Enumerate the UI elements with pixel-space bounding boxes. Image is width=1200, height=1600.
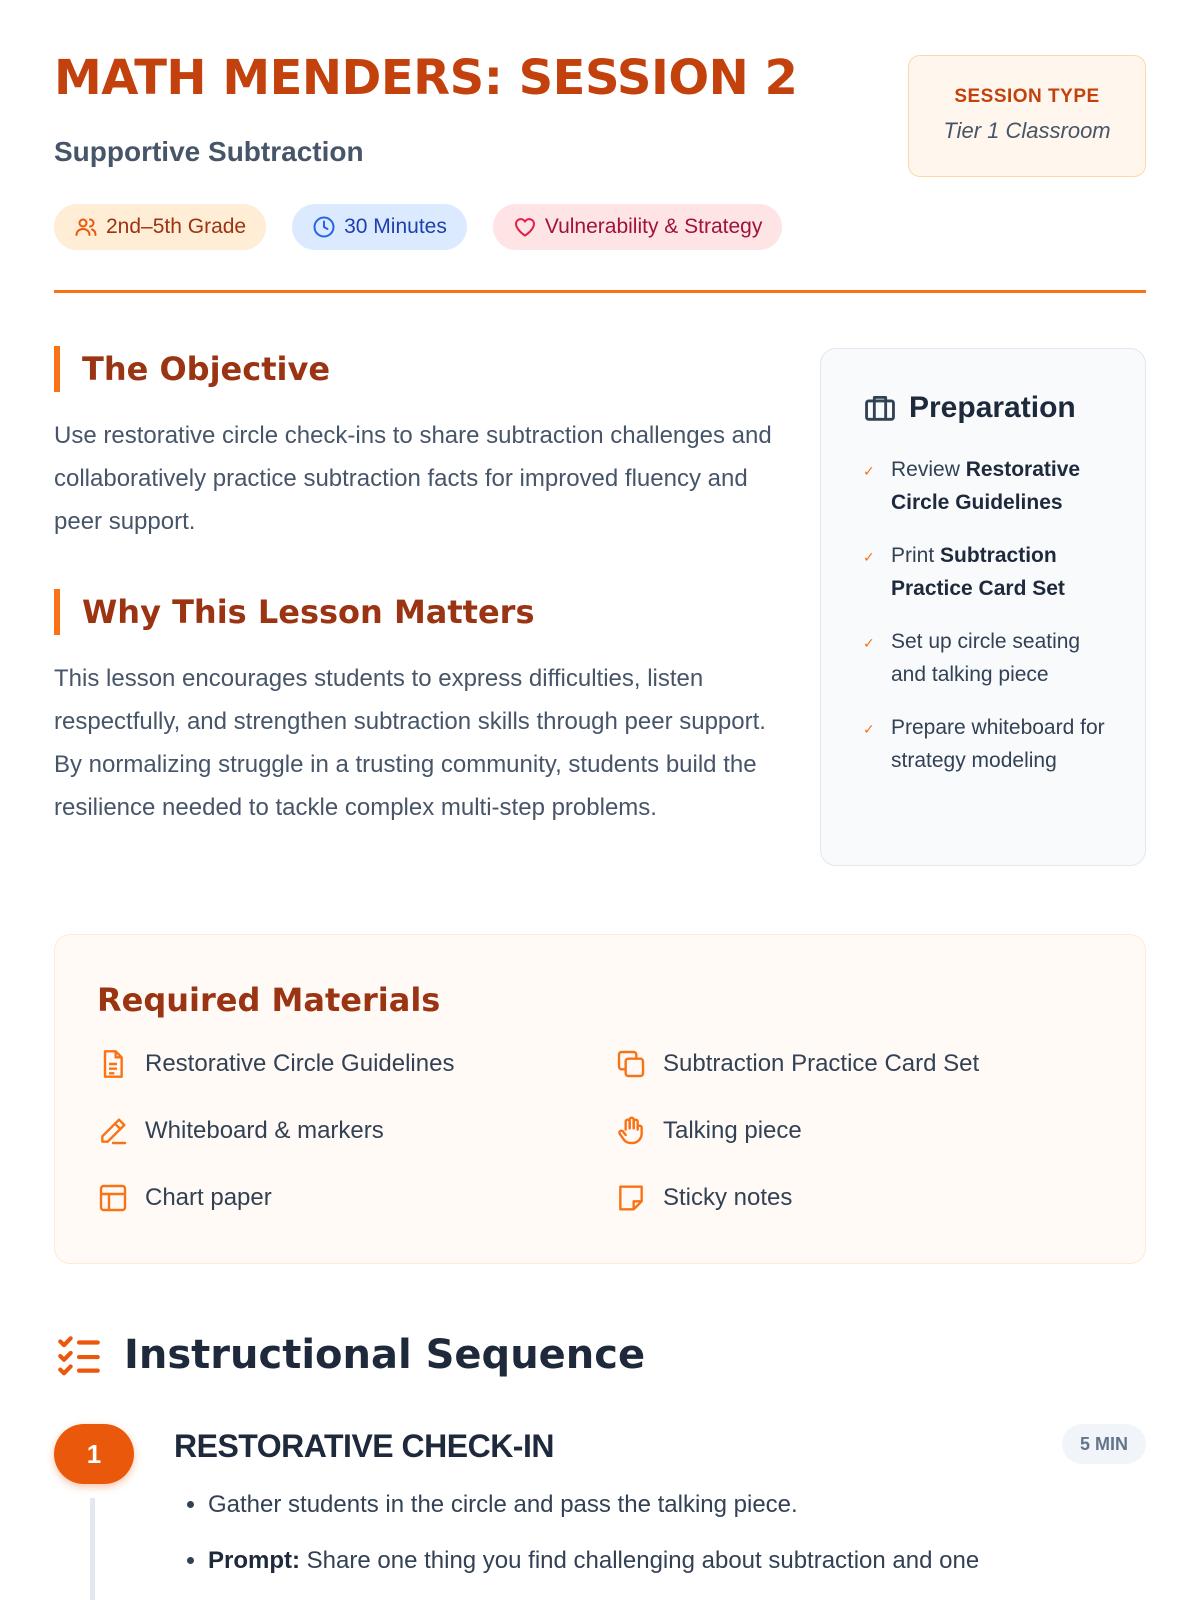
tag-row <box>54 204 782 250</box>
hand-icon <box>615 1115 647 1147</box>
why-text: This lesson encourages students to express difficulties, listen respectfully, and strengthen subtraction skills through peer support. By normalizing struggle in a trusting community, students build the resilience needed to tackle complex multi-step problems. <box>54 665 766 821</box>
material-label: Sticky notes <box>663 1183 793 1211</box>
focus-tag-label: Vulnerability & Strategy <box>544 215 763 238</box>
preparation-title: Preparation <box>909 391 1076 424</box>
objective-text: Use restorative circle check-ins to share subtraction challenges and collaboratively practice subtraction facts for improved fluency and peer support. <box>54 422 772 535</box>
step-duration-badge: 5 MIN <box>1062 1424 1146 1464</box>
session-type-value: Tier 1 Classroom <box>943 118 1111 143</box>
main-content <box>54 346 774 829</box>
preparation-heading <box>863 391 1107 425</box>
material-item <box>615 1047 1095 1080</box>
pen-icon <box>97 1115 129 1147</box>
objective-heading: The Objective <box>54 346 774 392</box>
material-label: Talking piece <box>663 1116 802 1144</box>
session-type-label: SESSION TYPE <box>954 86 1100 107</box>
lesson-header <box>54 50 1146 167</box>
header-divider <box>54 290 1146 293</box>
materials-list <box>97 1047 1103 1214</box>
preparation-item: ✓ Prepare whiteboard for strategy modeling <box>863 711 1107 777</box>
page-subtitle: Supportive Subtraction <box>54 136 364 167</box>
layout-icon <box>97 1182 129 1214</box>
duration-tag <box>292 204 467 250</box>
material-item <box>97 1047 615 1080</box>
page-title: MATH MENDERS: SESSION 2 <box>54 50 798 106</box>
step-bullet: • Prompt: Share one thing you find challenging about subtraction and one <box>208 1544 1098 1578</box>
document-icon <box>97 1048 129 1080</box>
heart-icon <box>513 215 537 239</box>
preparation-item: ✓ Review Restorative Circle Guidelines <box>863 453 1107 519</box>
step-number-badge: 1 <box>54 1424 134 1484</box>
step-bullet: • Gather students in the circle and pass the talking piece. <box>208 1488 1098 1522</box>
preparation-list <box>863 453 1107 777</box>
check-icon: ✓ <box>863 463 875 479</box>
sequence-title: Instructional Sequence <box>124 1332 646 1378</box>
checklist-icon <box>54 1330 104 1380</box>
preparation-card <box>820 348 1146 866</box>
timeline-line <box>90 1498 95 1600</box>
material-label: Whiteboard & markers <box>145 1116 384 1144</box>
check-icon: ✓ <box>863 721 875 737</box>
sticky-note-icon <box>615 1182 647 1214</box>
focus-tag <box>493 204 783 250</box>
clock-icon <box>312 215 336 239</box>
material-label: Restorative Circle Guidelines <box>145 1049 455 1077</box>
required-materials-card <box>54 934 1146 1264</box>
material-item <box>615 1181 1095 1214</box>
material-label: Subtraction Practice Card Set <box>663 1049 980 1077</box>
step-bullet-list <box>208 1488 1098 1600</box>
check-icon: ✓ <box>863 635 875 651</box>
material-label: Chart paper <box>145 1183 272 1211</box>
material-item <box>97 1181 615 1214</box>
check-icon: ✓ <box>863 549 875 565</box>
step-title: RESTORATIVE CHECK-IN <box>174 1428 554 1464</box>
duration-tag-label: 30 Minutes <box>344 215 447 238</box>
preparation-item: ✓ Set up circle seating and talking piece <box>863 625 1107 691</box>
preparation-item: ✓ Print Subtraction Practice Card Set <box>863 539 1107 605</box>
material-item <box>97 1114 615 1147</box>
material-item <box>615 1114 1095 1147</box>
grade-tag-label: 2nd–5th Grade <box>106 215 247 238</box>
materials-heading: Required Materials <box>97 981 441 1019</box>
why-heading: Why This Lesson Matters <box>54 589 774 635</box>
briefcase-icon <box>863 391 897 425</box>
grade-tag <box>54 204 266 250</box>
users-icon <box>74 215 98 239</box>
copy-cards-icon <box>615 1048 647 1080</box>
sequence-heading <box>54 1330 645 1380</box>
session-type-card <box>908 55 1146 177</box>
